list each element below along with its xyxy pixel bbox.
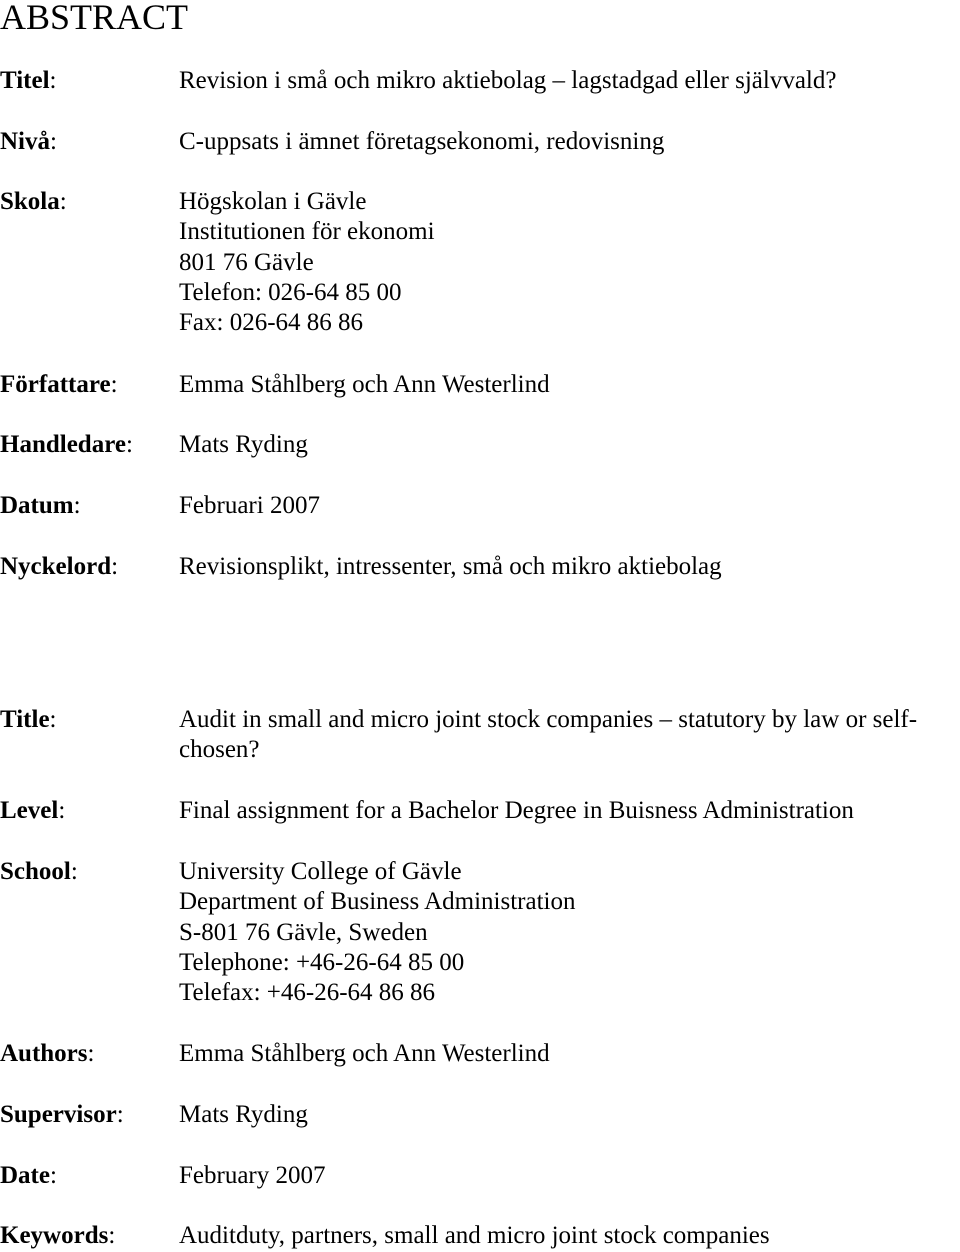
swedish-level-value: C-uppsats i ämnet företagsekonomi, redovisning	[179, 128, 665, 155]
label-text: Skola	[0, 188, 60, 215]
address-line: University College of Gävle	[179, 858, 462, 885]
address-line: Department of Business Administration	[179, 888, 576, 916]
address-line: Fax: 026-64 86 86	[179, 309, 364, 337]
label-text: Title	[0, 706, 50, 733]
swedish-keywords-value: Revisionsplikt, intressenter, små och mikro aktiebolag	[179, 553, 722, 580]
label-text: Nyckelord	[0, 553, 112, 580]
english-date-value: February 2007	[179, 1162, 326, 1189]
swedish-supervisor-label: Handledare:	[0, 431, 133, 458]
english-level-value: Final assignment for a Bachelor Degree in Buisness Administration	[179, 797, 854, 824]
english-date-label: Date:	[0, 1162, 57, 1189]
address-line: Telefax: +46-26-64 86 86	[179, 979, 436, 1007]
label-text: Datum	[0, 492, 74, 519]
label-text: Level	[0, 797, 59, 824]
label-text: Keywords	[0, 1222, 109, 1249]
address-line: 801 76 Gävle	[179, 248, 314, 276]
address-line: Högskolan i Gävle	[179, 188, 367, 215]
english-title-label: Title:	[0, 706, 57, 733]
swedish-authors-label: Författare:	[0, 371, 118, 398]
address-line: Telephone: +46-26-64 85 00	[179, 948, 465, 976]
page-title: ABSTRACT	[0, 0, 189, 37]
label-text: School	[0, 858, 71, 885]
english-supervisor-label: Supervisor:	[0, 1101, 124, 1128]
swedish-authors-value: Emma Ståhlberg och Ann Westerlind	[179, 371, 550, 398]
english-school-label: School:	[0, 858, 78, 885]
swedish-title-value: Revision i små och mikro aktiebolag – lagstadgad eller självvald?	[179, 67, 837, 94]
swedish-title-label: Titel:	[0, 67, 57, 94]
swedish-level-label: Nivå:	[0, 128, 57, 155]
label-text: Nivå	[0, 128, 50, 155]
label-text: Författare	[0, 371, 111, 398]
english-level-label: Level:	[0, 797, 66, 824]
swedish-date-label: Datum:	[0, 492, 81, 519]
swedish-school-label: Skola:	[0, 188, 67, 215]
swedish-school-address	[179, 187, 435, 338]
english-keywords-value: Auditduty, partners, small and micro joint stock companies	[179, 1222, 770, 1249]
label-text: Titel	[0, 67, 50, 94]
address-line: Telefon: 026-64 85 00	[179, 278, 402, 306]
address-line: S-801 76 Gävle, Sweden	[179, 918, 428, 946]
english-title-value: Audit in small and micro joint stock companies – statutory by law or self-chosen?	[179, 706, 918, 764]
swedish-keywords-label: Nyckelord:	[0, 553, 119, 580]
label-text: Authors	[0, 1040, 88, 1067]
address-line: Institutionen för ekonomi	[179, 218, 435, 246]
swedish-supervisor-value: Mats Ryding	[179, 431, 308, 458]
english-school-address	[179, 857, 575, 1008]
label-text: Date	[0, 1162, 50, 1189]
label-text: Supervisor	[0, 1101, 117, 1128]
english-authors-value: Emma Ståhlberg och Ann Westerlind	[179, 1040, 550, 1067]
english-supervisor-value: Mats Ryding	[179, 1101, 308, 1128]
english-keywords-label: Keywords:	[0, 1222, 116, 1249]
swedish-date-value: Februari 2007	[179, 492, 320, 519]
english-authors-label: Authors:	[0, 1040, 95, 1067]
label-text: Handledare	[0, 431, 126, 458]
